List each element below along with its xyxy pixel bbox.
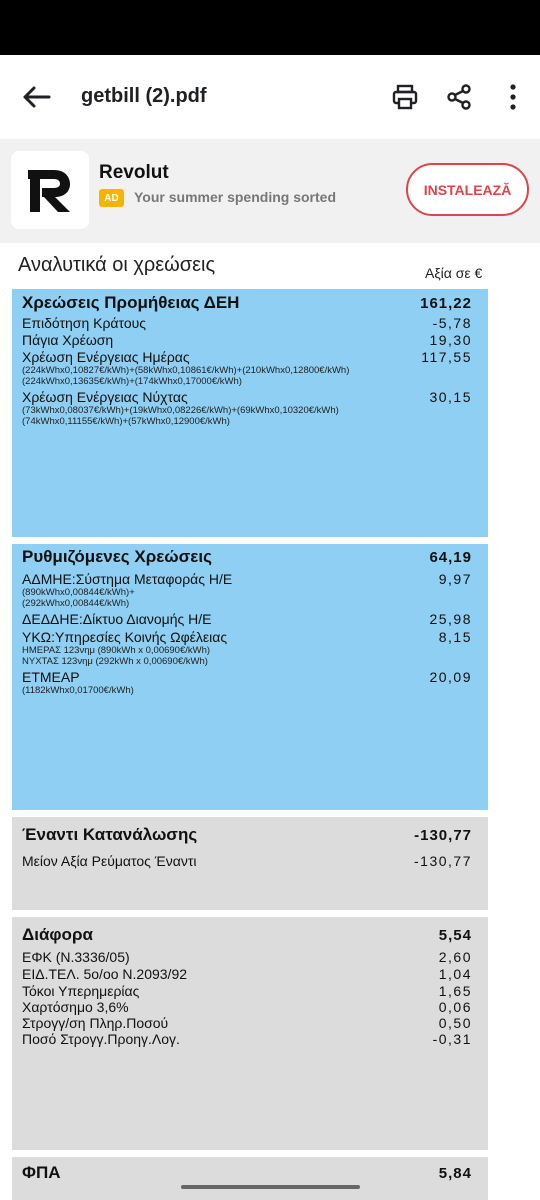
line-item-label: ΥΚΩ:Υπηρεσίες Κοινής Ωφέλειας xyxy=(22,629,228,645)
line-item-label: Πάγια Χρέωση xyxy=(22,332,114,348)
share-icon xyxy=(445,83,473,111)
section-regulated-charges xyxy=(12,544,488,810)
line-item-note: (74kWhx0,11155€/kWh)+(57kWhx0,12900€/kWh) xyxy=(22,416,230,427)
home-indicator[interactable] xyxy=(181,1185,360,1189)
line-item-label: ΔΕΔΔΗΕ:Δίκτυο Διανομής Η/Ε xyxy=(22,611,212,627)
line-item-note: (890kWhx0,00844€/kWh)+ xyxy=(22,587,135,598)
share-button[interactable] xyxy=(439,77,479,117)
section-miscellaneous xyxy=(12,917,488,1150)
line-item-label: ΕΤΜΕΑΡ xyxy=(22,669,80,685)
more-options-button[interactable] xyxy=(493,77,533,117)
file-title: getbill (2).pdf xyxy=(81,85,207,107)
value-column-header: Αξία σε € xyxy=(425,265,483,281)
line-item-value: 1,65 xyxy=(438,983,472,999)
ad-brand-name: Revolut xyxy=(99,162,169,183)
line-item-label: ΑΔΜΗΕ:Σύστημα Μεταφοράς Η/Ε xyxy=(22,571,233,587)
section-total: 161,22 xyxy=(420,295,472,312)
more-vertical-icon xyxy=(508,83,518,111)
ad-tagline: Your summer spending sorted xyxy=(134,189,336,205)
line-item-value: 8,15 xyxy=(438,629,472,645)
line-item-note: (1182kWhx0,01700€/kWh) xyxy=(22,685,134,696)
line-item-note: (73kWhx0,08037€/kWh)+(19kWhx0,08226€/kWh)+(69kWhx0,10320€/kWh) xyxy=(22,405,339,416)
ad-badge: AD xyxy=(99,189,124,207)
line-item-value: 117,55 xyxy=(421,349,472,365)
line-item-label: Χρέωση Ενέργειας Ημέρας xyxy=(22,349,190,365)
section-supply-charges xyxy=(12,289,488,537)
status-bar xyxy=(0,0,540,55)
line-item-note: (224kWhx0,13635€/kWh)+(174kWhx0,17000€/kWh) xyxy=(22,376,242,387)
section-total: 5,54 xyxy=(438,927,472,944)
section-total: 64,19 xyxy=(429,549,472,566)
section-title: ΦΠΑ xyxy=(22,1163,61,1182)
line-item-label: ΕΙΔ.ΤΕΛ. 5ο/οο Ν.2093/92 xyxy=(22,966,188,982)
document-heading: Αναλυτικά οι χρεώσεις xyxy=(18,254,216,276)
revolut-logo-icon xyxy=(11,151,89,229)
line-item-value: -5,78 xyxy=(432,315,472,331)
line-item-note: (292kWhx0,00844€/kWh) xyxy=(22,598,130,609)
line-item-value: 20,09 xyxy=(429,669,472,685)
line-item-note: ΝΥΧΤΑΣ 123νημ (292kWh x 0,00690€/kWh) xyxy=(22,656,208,667)
line-item-value: 25,98 xyxy=(429,611,472,627)
line-item-label: Στρογγ/ση Πληρ.Ποσού xyxy=(22,1015,169,1031)
section-title: Ρυθμιζόμενες Χρεώσεις xyxy=(22,547,212,566)
printer-icon xyxy=(391,83,419,111)
line-item-label: Ποσό Στρογγ.Προηγ.Λογ. xyxy=(22,1031,180,1047)
print-button[interactable] xyxy=(385,77,425,117)
install-button[interactable]: INSTALEAZĂ xyxy=(406,163,529,216)
section-vat xyxy=(12,1157,488,1200)
line-item-value: -130,77 xyxy=(414,853,472,869)
line-item-value: 1,04 xyxy=(438,966,472,982)
line-item-value: -0,31 xyxy=(432,1031,472,1047)
ad-banner[interactable] xyxy=(0,139,540,243)
back-button[interactable] xyxy=(16,77,56,117)
line-item-value: 0,50 xyxy=(438,1015,472,1031)
line-item-value: 19,30 xyxy=(429,332,472,348)
section-against-consumption xyxy=(12,817,488,910)
line-item-value: 9,97 xyxy=(438,571,472,587)
line-item-note: ΗΜΕΡΑΣ 123νημ (890kWh x 0,00690€/kWh) xyxy=(22,645,211,656)
line-item-label: ΕΦΚ (Ν.3336/05) xyxy=(22,949,130,965)
line-item-label: Χαρτόσημο 3,6% xyxy=(22,999,129,1015)
arrow-left-icon xyxy=(21,85,51,109)
line-item-value: 30,15 xyxy=(429,389,472,405)
section-title: Διάφορα xyxy=(22,925,93,944)
line-item-note: (224kWhx0,10827€/kWh)+(58kWhx0,10861€/kWh)+(210kWhx0,12800€/kWh) xyxy=(22,365,350,376)
line-item-value: 0,06 xyxy=(438,999,472,1015)
section-total: -130,77 xyxy=(414,827,472,844)
section-title: Χρεώσεις Προμήθειας ΔΕΗ xyxy=(22,293,240,312)
line-item-value: 2,60 xyxy=(438,949,472,965)
section-title: Έναντι Κατανάλωσης xyxy=(22,825,198,844)
line-item-label: Μείον Αξία Ρεύματος Έναντι xyxy=(22,853,197,869)
section-total: 5,84 xyxy=(438,1165,472,1182)
app-bar xyxy=(0,55,540,139)
line-item-label: Χρέωση Ενέργειας Νύχτας xyxy=(22,389,188,405)
line-item-label: Τόκοι Υπερημερίας xyxy=(22,983,140,999)
line-item-label: Επιδότηση Κράτους xyxy=(22,315,147,331)
